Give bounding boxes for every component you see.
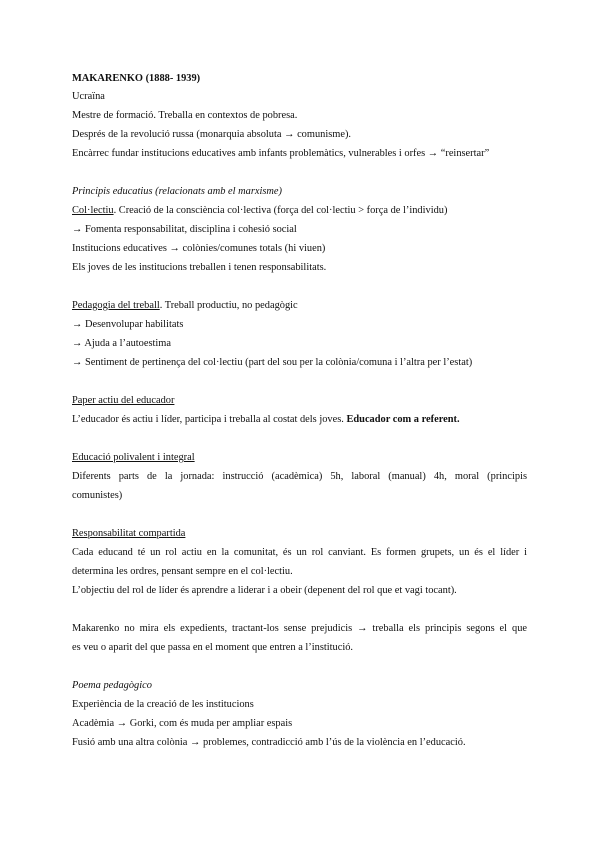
document-title: MAKARENKO (1888- 1939): [72, 73, 201, 84]
poema-line: Fusió amb una altra colònia → problemes, contradicció amb l’ús de la violència en l’educació.: [72, 737, 466, 748]
paper-bold: Educador com a referent.: [346, 414, 460, 425]
poema-line: Acadèmia → Gorki, com és muda per ampliar espais: [72, 718, 293, 729]
poema-heading: Poema pedagògico: [72, 680, 152, 691]
treball-label: Pedagogia del treball: [72, 300, 160, 311]
principis-line: Institucions educatives → colònies/comunes totals (hi viuen): [72, 243, 326, 254]
educacio-line: Diferents parts de la jornada: instrucció (acadèmica) 5h, laboral (manual) 4h, moral (principis: [72, 471, 527, 482]
expedients-line: Makarenko no mira els expedients, tractant-los sense prejudicis → treballa els principis segons el que: [72, 623, 527, 634]
principis-line: → Fomenta responsabilitat, disciplina i cohesió social: [72, 224, 297, 235]
collectiu-text: . Creació de la consciència col·lectiva (força del col·lectiu > força de l’individu): [113, 205, 448, 216]
poema-line: Experiència de la creació de les institucions: [72, 699, 254, 710]
responsabilitat-line: Cada educand té un rol actiu en la comunitat, és un rol canviant. Es formen grupets, un és el líder i: [72, 547, 527, 558]
collectiu-label: Col·lectiu: [72, 205, 114, 216]
intro-line: Encàrrec fundar institucions educatives amb infants problemàtics, vulnerables i orfes → “reinsertar”: [72, 148, 490, 159]
treball-line: → Ajuda a l’autoestima: [72, 338, 171, 349]
intro-line: Després de la revolució russa (monarquia absoluta → comunisme).: [72, 129, 352, 140]
responsabilitat-line: L’objectiu del rol de líder és aprendre a liderar i a obeir (depenent del rol que et vagi tocant).: [72, 585, 457, 596]
intro-line: Mestre de formació. Treballa en contextos de pobresa.: [72, 110, 298, 121]
paper-paragraph: [72, 413, 460, 426]
paper-heading: Paper actiu del educador: [72, 395, 175, 406]
principis-heading: Principis educatius (relacionats amb el marxisme): [72, 186, 282, 197]
paper-text: L’educador és actiu i líder, participa i treballa al costat dels joves.: [72, 414, 347, 425]
treball-line: → Desenvolupar habilitats: [72, 319, 184, 330]
treball-text: . Treball productiu, no pedagògic: [159, 300, 298, 311]
responsabilitat-heading: Responsabilitat compartida: [72, 528, 186, 539]
collectiu-paragraph: [72, 204, 447, 217]
principis-line: Els joves de les institucions treballen i tenen responsabilitats.: [72, 262, 327, 273]
treball-line: → Sentiment de pertinença del col·lectiu (part del sou per la colònia/comuna i l’altra per l’estat): [72, 357, 473, 368]
educacio-line: comunistes): [72, 490, 123, 501]
treball-paragraph: [72, 299, 298, 312]
expedients-line: es veu o aparit del que passa en el moment que entren a l’institució.: [72, 642, 354, 653]
intro-line: Ucraïna: [72, 91, 105, 102]
responsabilitat-line: determina les ordres, pensant sempre en el col·lectiu.: [72, 566, 293, 577]
educacio-heading: Educació polivalent i integral: [72, 452, 195, 463]
